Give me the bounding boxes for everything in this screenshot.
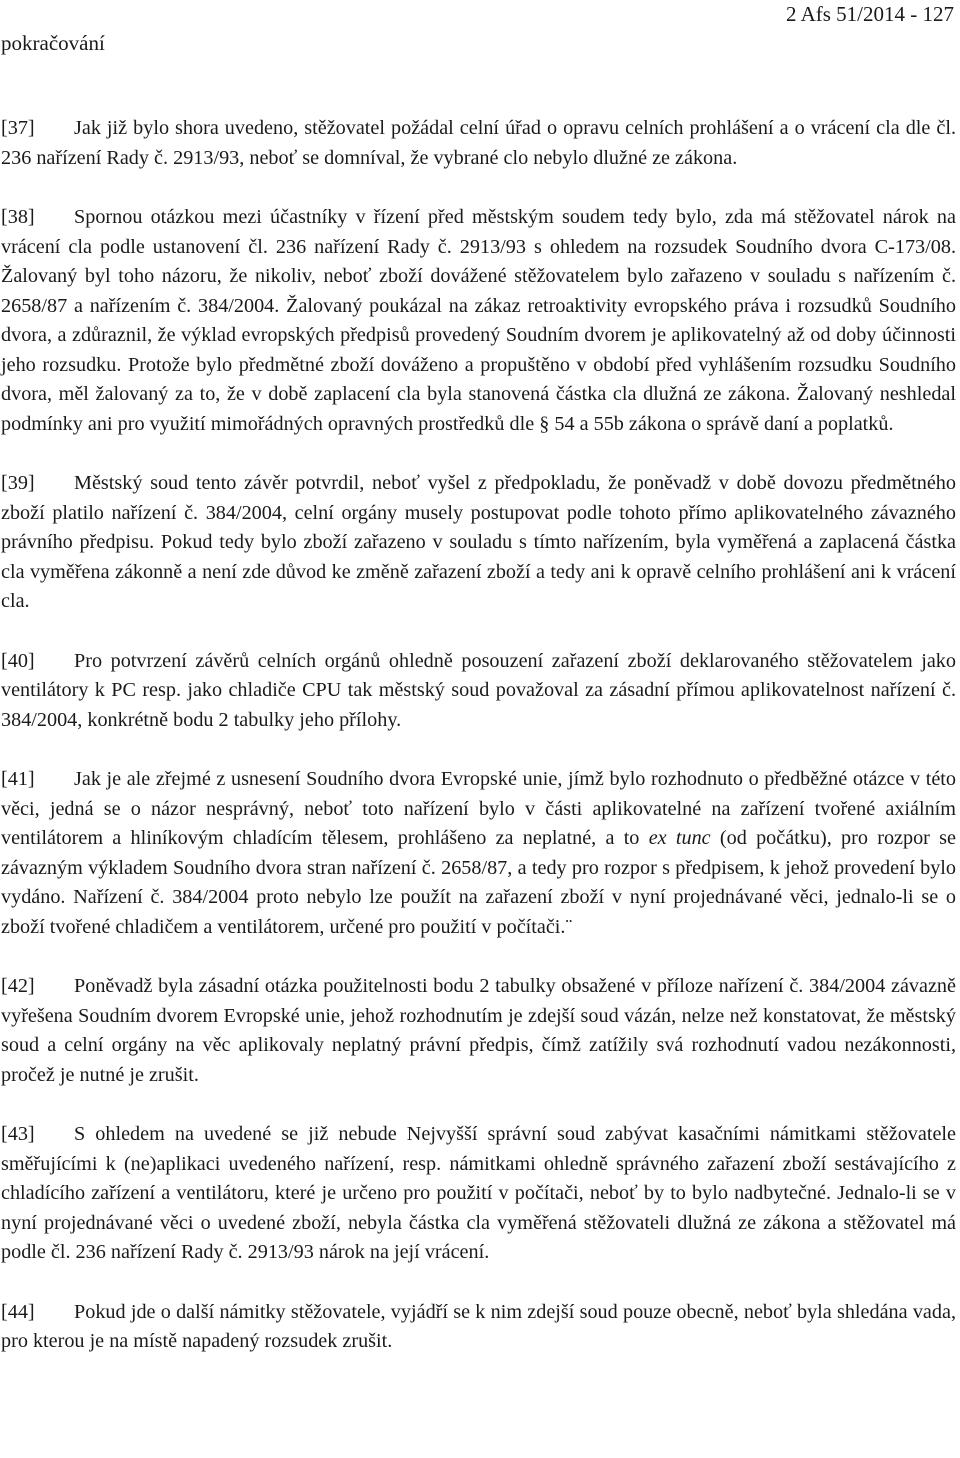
paragraph-number: [44] <box>1 1300 35 1323</box>
paragraph-41 <box>1 765 956 942</box>
paragraph-number: [39] <box>1 472 35 494</box>
paragraph-number: [40] <box>1 649 35 672</box>
paragraph-number: [43] <box>1 1123 35 1145</box>
continuation-label: pokračování <box>1 31 105 55</box>
paragraph-44 <box>1 1298 956 1357</box>
paragraph-number: [42] <box>1 975 35 997</box>
paragraph-text: Spornou otázkou mezi účastníky v řízení před městským soudem tedy bylo, zda má stěžovatel nárok na vrácení cla podle ustanovení čl. 236 nařízení Rady č. 2913/93 s ohledem na rozsudek Soudního dvora C-173/08. Žalovaný byl toho názoru, že nikoliv, neboť zboží dovážené stěžovatelem bylo zařazeno v souladu s nařízením č. 2658/87 a nařízením č. 384/2004. Žalovaný poukázal na zákaz retroaktivity evropského práva i rozsudků Soudního dvora, a zdůraznil, že výklad evropských předpisů provedený Soudním dvorem je aplikovatelný až od doby účinnosti jeho rozsudku. Protože bylo předmětné zboží dováženo a propuštěno v období před vyhlášením rozsudku Soudního dvora, měl žalovaný za to, že v době zaplacení cla byla stanovená částka cla dlužná ze zákona. Žalovaný neshledal podmínky ani pro využití mimořádných opravných prostředků dle § 54 a 55b zákona o správě daní a poplatků. <box>1 206 956 435</box>
paragraph-number: [37] <box>1 117 35 139</box>
paragraph-38 <box>1 203 956 439</box>
paragraph-37 <box>1 114 956 173</box>
paragraph-text: Poněvadž byla zásadní otázka použitelnosti bodu 2 tabulky obsažené v příloze nařízení č. 384/2004 závazně vyřešena Soudním dvorem Evropské unie, jehož rozhodnutím je zdejší soud vázán, nelze než konstatovat, že městský soud a celní orgány na věc aplikovaly neplatný právní předpis, čímž zatížily svá rozhodnutí vadou nezákonnosti, pročež je nutné je zrušit. <box>1 975 956 1086</box>
paragraph-text: Pokud jde o další námitky stěžovatele, vyjádří se k nim zdejší soud pouze obecně, neboť byla shledána vada, pro kterou je na místě napadený rozsudek zrušit. <box>1 1300 956 1352</box>
paragraph-number: [38] <box>1 206 35 228</box>
case-number: 2 Afs 51/2014 - 127 <box>786 2 954 26</box>
paragraph-42 <box>1 972 956 1090</box>
paragraph-text-before: Jak je ale zřejmé z usnesení Soudního dvora Evropské unie, jímž bylo rozhodnuto o předběžné otázce v této věci, jedná se o názor nesprávný, neboť toto nařízení bylo v části aplikovatelné na zařízení tvořené axiálním ventilátorem a hliníkovým chladícím tělesem, prohlášeno za neplatné, a to <box>1 768 956 849</box>
paragraph-text: Pro potvrzení závěrů celních orgánů ohledně posouzení zařazení zboží deklarovaného stěžovatelem jako ventilátory k PC resp. jako chladiče CPU tak městský soud považoval za zásadní přímou aplikovatelnost nařízení č. 384/2004, konkrétně bodu 2 tabulky jeho přílohy. <box>1 649 956 731</box>
document-body <box>1 114 956 1387</box>
paragraph-number: [41] <box>1 768 35 790</box>
paragraph-43 <box>1 1120 956 1268</box>
paragraph-text: Městský soud tento závěr potvrdil, neboť vyšel z předpokladu, že poněvadž v době dovozu předmětného zboží platilo nařízení č. 384/2004, celní orgány musely postupovat podle tohoto přímo aplikovatelného závazného právního předpisu. Pokud tedy bylo zboží zařazeno v souladu s tímto nařízením, byla vyměřená a zaplacená částka cla vyměřena zákonně a není zde důvod ke změně zařazení zboží a tedy ani k opravě celního prohlášení ani k vrácení cla. <box>1 472 956 612</box>
paragraph-text: Jak již bylo shora uvedeno, stěžovatel požádal celní úřad o opravu celních prohlášení a o vrácení cla dle čl. 236 nařízení Rady č. 2913/93, neboť se domníval, že vybrané clo nebylo dlužné ze zákona. <box>1 117 956 169</box>
paragraph-39 <box>1 469 956 617</box>
page-header <box>0 0 960 60</box>
latin-term: ex tunc <box>648 827 711 849</box>
paragraph-40 <box>1 647 956 736</box>
paragraph-text: S ohledem na uvedené se již nebude Nejvyšší správní soud zabývat kasačními námitkami stěžovatele směřujícími k (ne)aplikaci uvedeného nařízení, resp. námitkami ohledně správného zařazení zboží sestávajícího z chladícího zařízení a ventilátoru, které je určeno pro použití v počítači, neboť by to bylo nadbytečné. Jednalo-li se v nyní projednávané věci o uvedené zboží, nebyla částka cla vyměřená stěžovateli dlužná ze zákona a stěžovatel má podle čl. 236 nařízení Rady č. 2913/93 nárok na její vrácení. <box>1 1123 956 1263</box>
paragraph-text-after: (od počátku), pro rozpor se závazným výkladem Soudního dvora stran nařízení č. 2658/87, a tedy pro rozpor s předpisem, k jehož provedení bylo vydáno. Nařízení č. 384/2004 proto nebylo lze použít na zařazení zboží v nyní projednávané věci, jednalo-li se o zboží tvořené chladičem a ventilátorem, určené pro použití v počítači.¨ <box>1 827 956 938</box>
